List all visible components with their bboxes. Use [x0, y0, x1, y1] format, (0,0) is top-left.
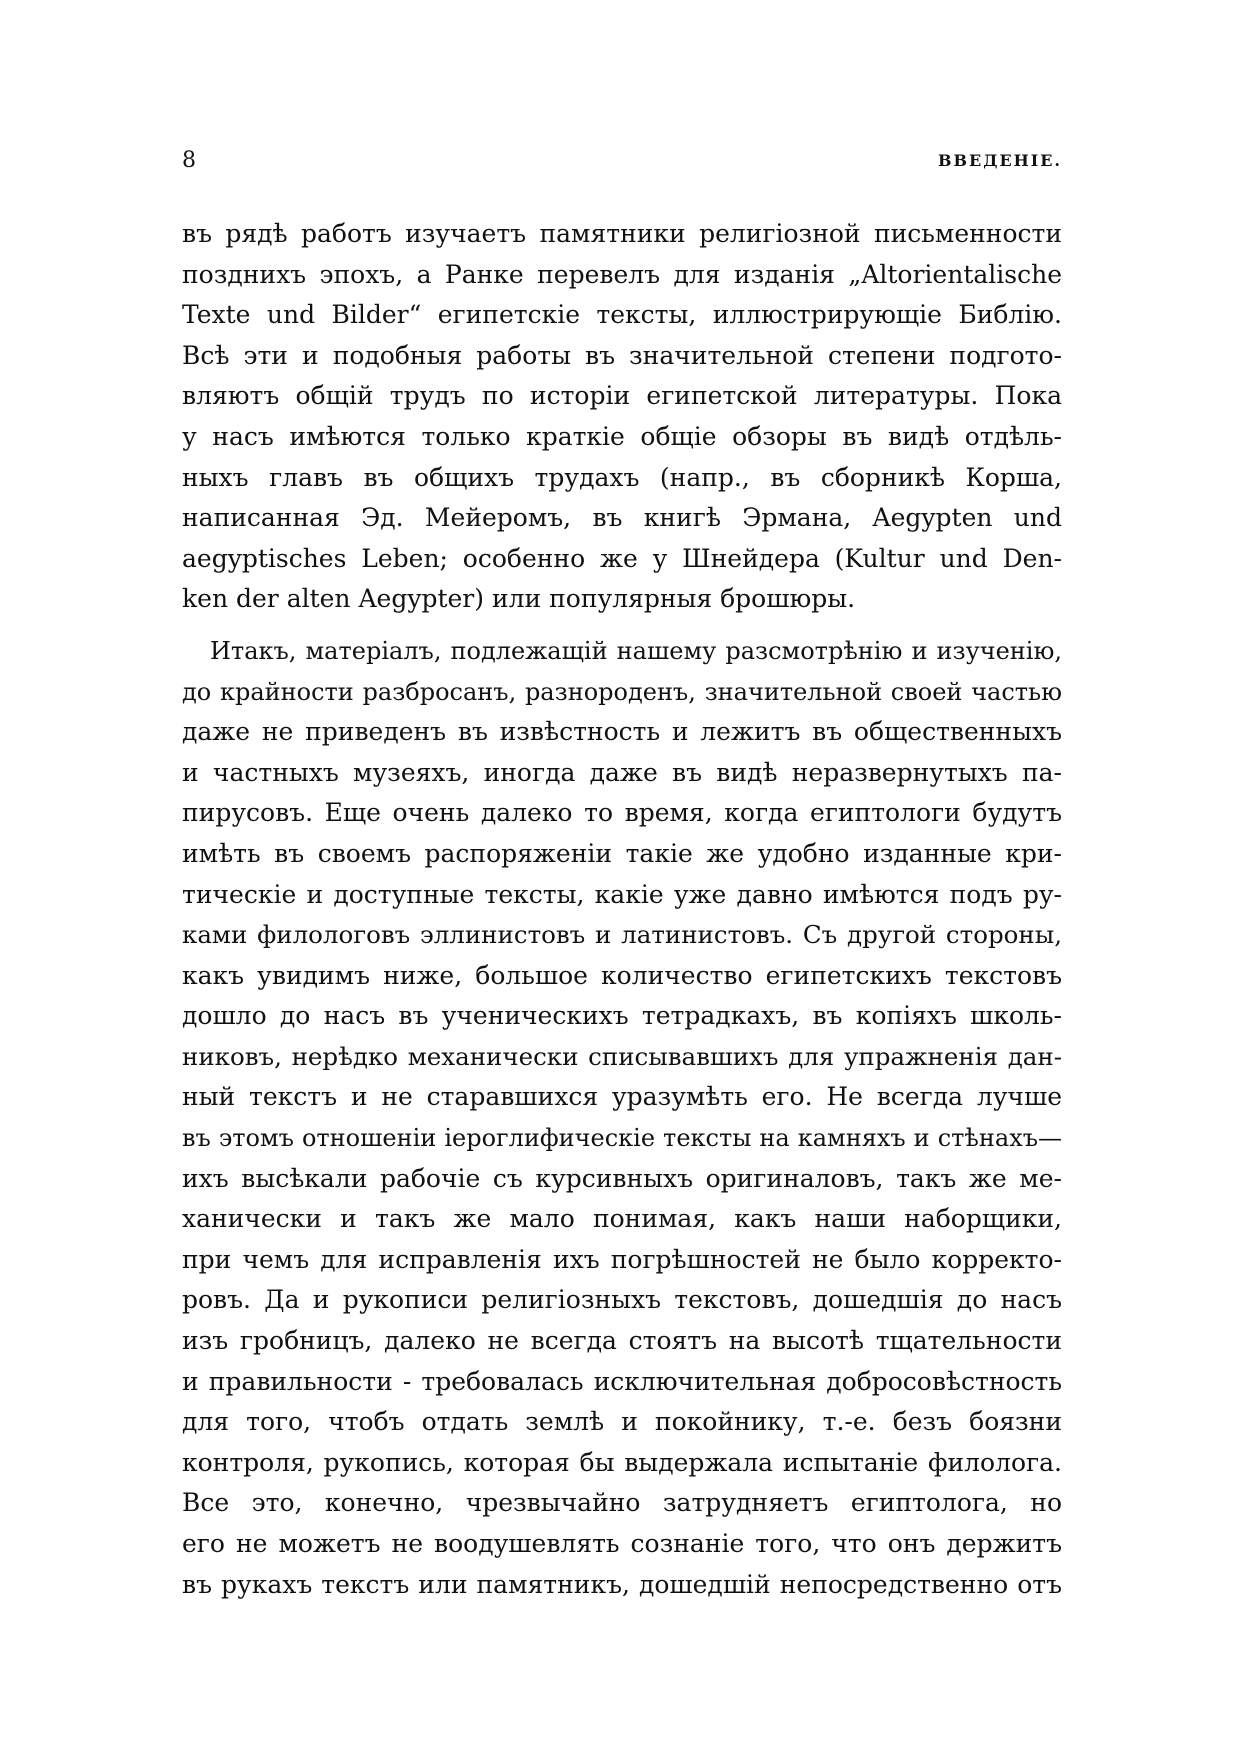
- text-line: контроля, рукопись, которая бы выдержала испытаніе филолога.: [182, 1447, 1062, 1477]
- text-line: при чемъ для исправленія ихъ погрѣшностей не было корректо-: [182, 1244, 1062, 1274]
- text-line: Всѣ эти и подобныя работы въ значительной степени подгото-: [182, 340, 1062, 370]
- text-line: до крайности разбросанъ, разнороденъ, значительной своей частью: [182, 677, 1062, 706]
- text-line: написанная Эд. Мейеромъ, въ книгѣ Эрмана, Aegypten und: [182, 503, 1062, 533]
- text-line: ханически и такъ же мало понимая, какъ наши наборщики,: [182, 1204, 1062, 1234]
- text-line: вляютъ общій трудъ по исторіи египетской литературы. Пока: [182, 381, 1062, 411]
- text-line: для того, чтобъ отдать землѣ и покойнику, т.-е. безъ боязни: [182, 1407, 1062, 1437]
- text-line: пирусовъ. Еще очень далеко то время, когда египтологи будутъ: [182, 798, 1062, 828]
- text-line: Texte und Bilder“ египетскіе тексты, иллюстрирующіе Библію.: [182, 300, 1062, 330]
- text-line: у насъ имѣются только краткіе общіе обзоры въ видѣ отдѣль-: [182, 421, 1062, 451]
- text-line: тическіе и доступные тексты, какіе уже давно имѣются подъ ру-: [182, 879, 1062, 909]
- paragraph-1: [182, 214, 1062, 620]
- text-line: въ этомъ отношеніи іероглифическіе тексты на камняхъ и стѣнахъ—: [182, 1124, 1062, 1153]
- text-line: ныхъ главъ въ общихъ трудахъ (напр., въ сборникѣ Корша,: [182, 462, 1062, 492]
- text-line: имѣть въ своемъ распоряженіи такіе же удобно изданные кри-: [182, 838, 1062, 868]
- text-line: и частныхъ музеяхъ, иногда даже въ видѣ неразвернутыхъ па-: [182, 757, 1062, 787]
- text-line: и правильности - требовалась исключительная добросовѣстность: [182, 1366, 1062, 1396]
- paragraph-gap: [182, 620, 1062, 631]
- text-line: въ рядѣ работъ изучаетъ памятники религіозной письменности: [182, 219, 1062, 248]
- text-line: Итакъ, матеріалъ, подлежащій нашему разсмотрѣнію и изученію,: [210, 636, 1062, 665]
- paragraph-2: [182, 631, 1062, 1605]
- section-title: ВВЕДЕНІЕ.: [937, 151, 1062, 170]
- running-head: [182, 146, 1062, 176]
- text-line: aegyptisches Leben; особенно же у Шнейдера (Kultur und Den-: [182, 543, 1062, 573]
- text-line: его не можетъ не воодушевлять сознаніе того, что онъ держитъ: [182, 1529, 1062, 1558]
- text-line: дошло до насъ въ ученическихъ тетрадкахъ, въ копіяхъ школь-: [182, 1001, 1062, 1031]
- text-line: ken der alten Aegypter) или популярныя брошюры.: [182, 584, 856, 614]
- text-line: въ рукахъ текстъ или памятникъ, дошедшій непосредственно отъ: [182, 1569, 1062, 1599]
- text-line: изъ гробницъ, далеко не всегда стоятъ на высотѣ тщательности: [182, 1326, 1062, 1356]
- text-line: Все это, конечно, чрезвычайно затрудняетъ египтолога, но: [182, 1488, 1062, 1518]
- text-line: ихъ высѣкали рабочіе съ курсивныхъ оригиналовъ, такъ же ме-: [182, 1163, 1062, 1193]
- text-line: ровъ. Да и рукописи религіозныхъ текстовъ, дошедшія до насъ: [182, 1285, 1062, 1315]
- body-text: [182, 214, 1062, 1605]
- text-line: ный текстъ и не старавшихся уразумѣть его. Не всегда лучше: [182, 1082, 1062, 1112]
- text-line: ками филологовъ эллинистовъ и латинистовъ. Съ другой стороны,: [182, 920, 1062, 950]
- text-line: какъ увидимъ ниже, большое количество египетскихъ текстовъ: [182, 960, 1062, 990]
- page-number: 8: [182, 148, 196, 173]
- text-line: даже не приведенъ въ извѣстность и лежитъ въ общественныхъ: [182, 717, 1062, 747]
- text-line: позднихъ эпохъ, а Ранке перевелъ для изданія „Altorientalische: [182, 259, 1062, 289]
- text-line: никовъ, нерѣдко механически списывавшихъ для упражненія дан-: [182, 1041, 1062, 1071]
